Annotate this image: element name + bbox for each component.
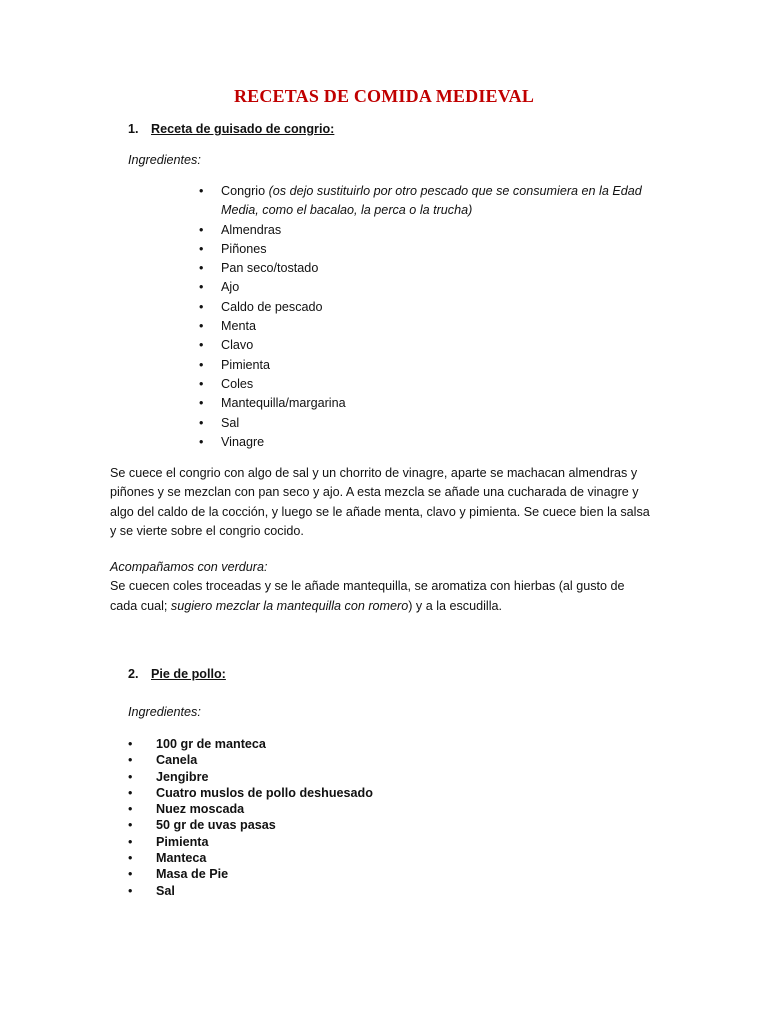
ingredient-name: Mantequilla/margarina xyxy=(221,396,346,411)
list-item xyxy=(128,785,373,801)
list-item xyxy=(199,433,661,452)
bullet-icon: • xyxy=(128,818,133,833)
recipe-1-side-dish xyxy=(110,558,670,616)
recipe-1-title: Receta de guisado de congrio: xyxy=(151,122,335,136)
side-text: ) y a la escudilla. xyxy=(408,598,503,613)
bullet-icon: • xyxy=(199,319,204,334)
list-item xyxy=(199,317,661,336)
ingredient-name: Congrio xyxy=(221,184,269,198)
ingredient-name: Caldo de pescado xyxy=(221,299,323,314)
document-title: RECETAS DE COMIDA MEDIEVAL xyxy=(233,86,535,106)
ingredient-name: Almendras xyxy=(221,222,282,237)
recipe-2-ingredient-list xyxy=(128,736,373,899)
paragraph-line: y se vierte sobre el congrio cocido. xyxy=(110,523,304,538)
ingredient-name: Vinagre xyxy=(221,434,265,449)
recipe-1-number: 1. xyxy=(128,122,139,136)
ingredient-name: Pimienta xyxy=(156,834,209,849)
recipe-2-number: 2. xyxy=(128,667,139,681)
bullet-icon: • xyxy=(199,338,204,353)
recipe-1-heading xyxy=(128,122,334,136)
bullet-icon: • xyxy=(199,434,204,449)
ingredient-name: Pimienta xyxy=(221,357,270,372)
bullet-icon: • xyxy=(128,785,133,800)
bullet-icon: • xyxy=(128,834,133,849)
bullet-icon: • xyxy=(128,802,133,817)
bullet-icon: • xyxy=(128,851,133,866)
list-item xyxy=(128,817,373,833)
list-item xyxy=(128,883,373,899)
list-item xyxy=(199,394,661,413)
list-item xyxy=(128,736,373,752)
list-item xyxy=(199,182,661,221)
bullet-icon: • xyxy=(199,396,204,411)
recipe-2-ingredients-label: Ingredientes: xyxy=(128,705,201,719)
list-item xyxy=(128,866,373,882)
ingredient-name: Pan seco/tostado xyxy=(221,261,319,276)
recipe-2-heading xyxy=(128,667,226,681)
ingredient-name: Cuatro muslos de pollo deshuesado xyxy=(156,785,373,800)
list-item xyxy=(128,752,373,768)
bullet-icon: • xyxy=(199,280,204,295)
bullet-icon: • xyxy=(199,184,204,198)
bullet-icon: • xyxy=(199,222,204,237)
bullet-icon: • xyxy=(199,241,204,256)
list-item xyxy=(199,336,661,355)
list-item xyxy=(199,298,661,317)
ingredient-name: Piñones xyxy=(221,241,267,256)
list-item xyxy=(128,801,373,817)
paragraph-line: algo del caldo de la cocción, y luego se le añade menta, clavo y pimienta. Se cuece bien la salsa xyxy=(110,504,650,519)
bullet-icon: • xyxy=(128,867,133,882)
ingredient-name: Canela xyxy=(156,753,198,768)
ingredient-name: Masa de Pie xyxy=(156,867,229,882)
ingredient-name: Nuez moscada xyxy=(156,802,245,817)
paragraph-line: Se cuecen coles troceadas y se le añade mantequilla, se aromatiza con hierbas (al gusto de xyxy=(110,579,625,594)
ingredient-name: Sal xyxy=(221,415,240,430)
list-item xyxy=(199,221,661,240)
bullet-icon: • xyxy=(199,261,204,276)
recipe-1-instructions xyxy=(110,464,670,541)
ingredient-name: Menta xyxy=(221,319,257,334)
list-item xyxy=(199,414,661,433)
ingredient-name: Sal xyxy=(156,883,175,898)
recipe-1-ingredients-label: Ingredientes: xyxy=(128,153,201,167)
list-item xyxy=(199,259,661,278)
paragraph-line xyxy=(110,597,670,616)
ingredient-name: 50 gr de uvas pasas xyxy=(156,818,276,833)
list-item xyxy=(199,375,661,394)
list-item xyxy=(128,769,373,785)
paragraph-line: piñones y se mezclan con pan seco y ajo. A esta mezcla se añade una cucharada de vinagre y xyxy=(110,485,639,500)
list-item xyxy=(128,834,373,850)
ingredient-name: 100 gr de manteca xyxy=(156,737,266,751)
list-item xyxy=(199,278,661,297)
bullet-icon: • xyxy=(199,299,204,314)
side-suggestion: sugiero mezclar la mantequilla con romero xyxy=(170,598,409,613)
bullet-icon: • xyxy=(128,883,133,898)
ingredient-name: Clavo xyxy=(221,338,254,353)
recipe-1-ingredient-list xyxy=(199,182,661,452)
ingredient-name: Jengibre xyxy=(156,769,209,784)
recipe-2-title: Pie de pollo: xyxy=(151,667,226,681)
list-item xyxy=(128,850,373,866)
ingredient-name: Coles xyxy=(221,376,254,391)
list-item xyxy=(199,356,661,375)
bullet-icon: • xyxy=(128,753,133,768)
ingredient-note: (os dejo sustituirlo por otro pescado que se consumiera en la Edad Media, como el bacalao, la perca o la trucha) xyxy=(221,184,642,218)
ingredient-name: Ajo xyxy=(221,280,240,295)
bullet-icon: • xyxy=(199,376,204,391)
bullet-icon: • xyxy=(128,769,133,784)
bullet-icon: • xyxy=(199,357,204,372)
ingredient-name: Manteca xyxy=(156,851,207,866)
side-text: cada cual; xyxy=(110,598,171,613)
bullet-icon: • xyxy=(128,737,133,751)
side-dish-label: Acompañamos con verdura: xyxy=(110,560,268,574)
bullet-icon: • xyxy=(199,415,204,430)
paragraph-line: Se cuece el congrio con algo de sal y un chorrito de vinagre, aparte se machacan almendras y xyxy=(110,466,638,480)
list-item xyxy=(199,240,661,259)
